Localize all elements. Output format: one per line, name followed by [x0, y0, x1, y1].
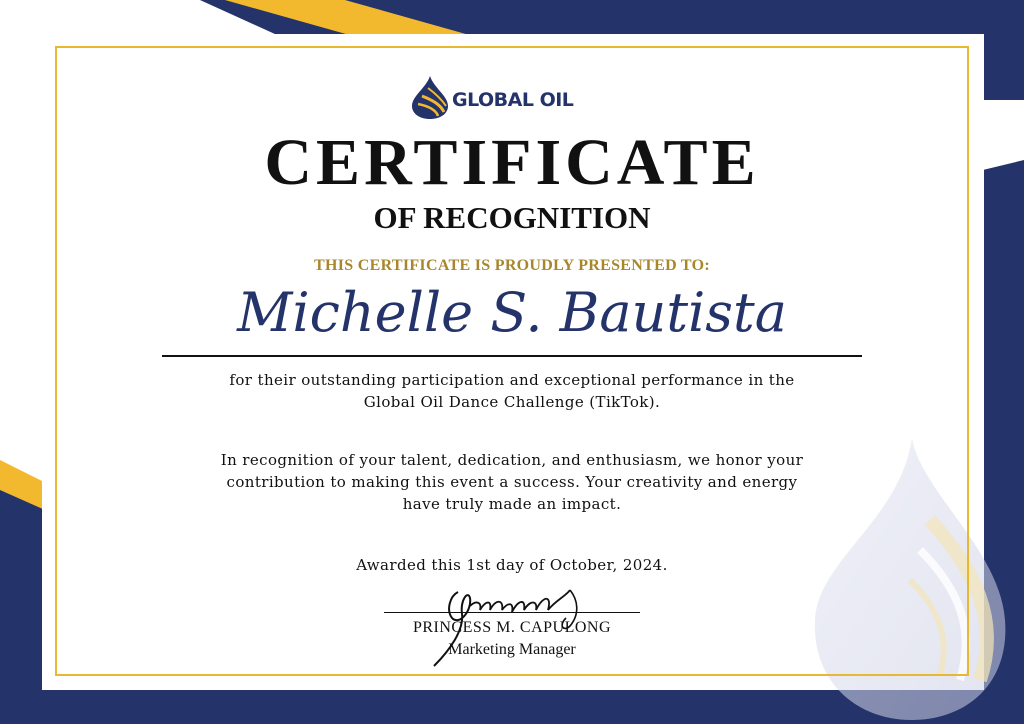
body-1-line-1: for their outstanding participation and exceptional performance in the — [229, 371, 795, 389]
recipient-name: Michelle S. Bautista — [237, 281, 787, 344]
signature-line — [384, 612, 640, 613]
body-paragraph-1 — [130, 369, 894, 413]
awarded-date: Awarded this 1st day of October, 2024. — [356, 556, 668, 574]
certificate-subtitle: OF RECOGNITION — [373, 200, 651, 235]
body-2-line-3: have truly made an impact. — [402, 495, 622, 513]
body-2-line-1: In recognition of your talent, dedication, and enthusiasm, we honor your — [220, 451, 804, 469]
company-logo-text: GLOBAL OIL — [452, 89, 574, 111]
presented-to-label: THIS CERTIFICATE IS PROUDLY PRESENTED TO: — [314, 257, 710, 274]
signatory-title: Marketing Manager — [448, 641, 576, 658]
recipient-underline — [162, 355, 862, 357]
signatory-name: PRINCESS M. CAPULONG — [412, 619, 612, 636]
body-1-line-2: Global Oil Dance Challenge (TikTok). — [363, 393, 661, 411]
body-2-line-2: contribution to making this event a success. Your creativity and energy — [226, 473, 798, 491]
certificate-title: CERTIFICATE — [264, 126, 760, 199]
body-paragraph-2 — [130, 449, 894, 515]
